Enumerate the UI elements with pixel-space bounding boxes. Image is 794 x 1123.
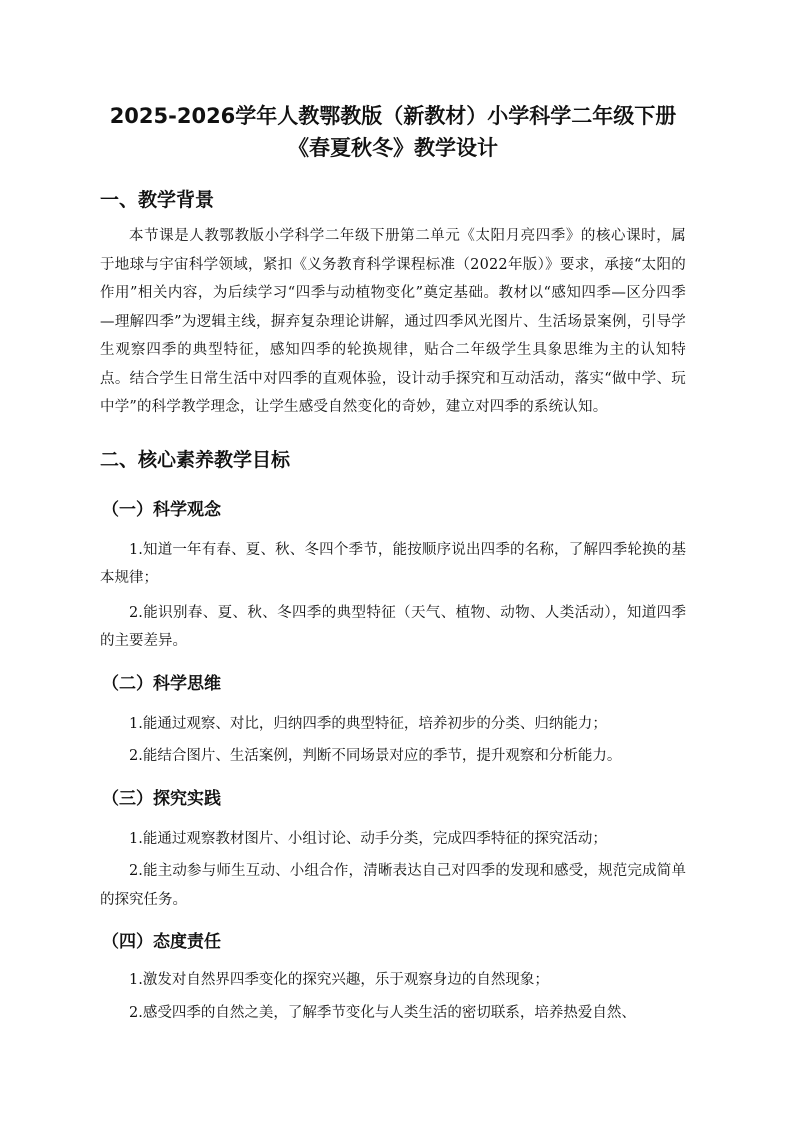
subsection-heading: （四）态度责任 [102,932,221,952]
subsection-heading: （二）科学思维 [102,673,221,694]
section-heading: 二、核心素养教学目标 [100,448,291,471]
objective-item: 1.知道一年有春、夏、秋、冬四个季节，能按顺序说出四季的名称，了解四季轮换的基本规律； [100,541,686,586]
background-paragraph: 本节课是人教鄂教版小学科学二年级下册第二单元《太阳月亮四季》的核心课时，属于地球与宇宙科学领域，紧扣《义务教育科学课程标准（2022年版）》要求，承接“太阳的作用”相关内容，为后续学习“四季与动植物变化”奠定基础。教材以“感知四季—区分四季—理解四季”为逻辑主线，摒弃复杂理论讲解，通过四季风光图片、生活场景案例，引导学生观察四季的典型特征，感知四季的轮换规律，贴合二年级学生具象思维为主的认知特点。结合学生日常生活中对四季的直观体验，设计动手探究和互动活动，落实“做中学、玩中学”的科学教学理念，让学生感受自然变化的奇妙，建立对四季的系统认知。 [100,228,686,415]
subsection-inquiry-practice [100,785,686,915]
subsection-science-concepts [100,496,686,656]
objective-item: 1.能通过观察、对比，归纳四季的典型特征，培养初步的分类、归纳能力； [129,715,607,732]
document-title: 2025-2026学年人教鄂教版（新教材）小学科学二年级下册 《春夏秋冬》教学设计 [109,104,677,160]
objective-item: 2.能主动参与师生互动、小组合作，清晰表达自己对四季的发现和感受，规范完成简单的探究任务。 [100,863,686,908]
objective-item: 2.能识别春、夏、秋、冬四季的典型特征（天气、植物、动物、人类活动），知道四季的主要差异。 [100,604,686,649]
section-teaching-background [100,186,686,422]
section-core-objectives [100,446,686,1028]
section-heading: 一、教学背景 [100,189,215,211]
subsection-heading: （一）科学观念 [102,499,221,520]
subsection-scientific-thinking [100,670,686,771]
subsection-heading: （三）探究实践 [102,788,221,809]
objective-item: 2.能结合图片、生活案例，判断不同场景对应的季节，提升观察和分析能力。 [129,748,622,764]
objective-item: 1.激发对自然界四季变化的探究兴趣，乐于观察身边的自然现象； [129,972,549,988]
subsection-attitude-responsibility [100,928,686,1027]
objective-item: 1.能通过观察教材图片、小组讨论、动手分类，完成四季特征的探究活动； [129,830,607,847]
objective-item: 2.感受四季的自然之美，了解季节变化与人类生活的密切联系，培养热爱自然、 [129,1004,636,1021]
